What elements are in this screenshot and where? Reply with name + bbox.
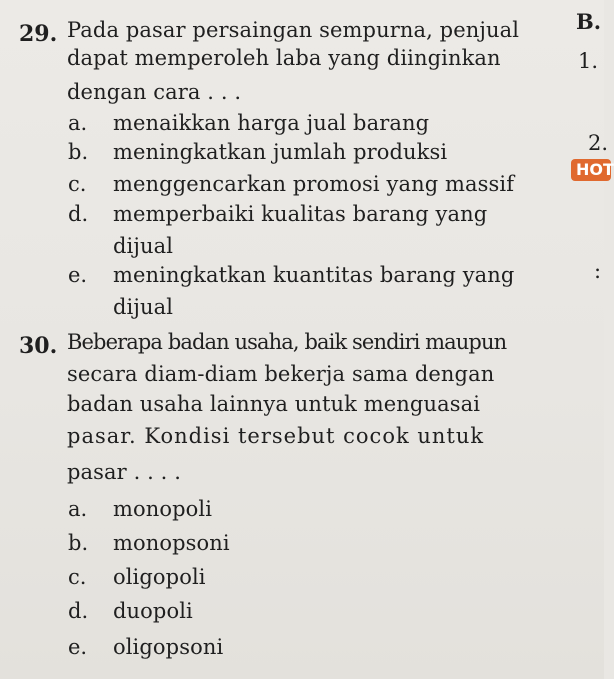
question-29-text-line-2: dapat memperoleh laba yang diinginkan xyxy=(67,46,501,70)
question-30-text-line-3: badan usaha lainnya untuk menguasai xyxy=(67,392,481,416)
q29-option-c-letter: c. xyxy=(68,172,87,196)
hots-badge: HOT xyxy=(571,159,611,181)
question-29-text-line-1: Pada pasar persaingan sempurna, penjual xyxy=(67,18,520,42)
q30-option-b-letter: b. xyxy=(68,531,89,555)
question-30-text-line-5: pasar . . . . xyxy=(67,460,182,484)
q30-option-a-text: monopoli xyxy=(113,497,213,521)
q29-option-e-letter: e. xyxy=(68,263,88,287)
q29-option-c-text: menggencarkan promosi yang massif xyxy=(113,172,515,196)
q30-option-c-letter: c. xyxy=(68,565,87,589)
q29-option-b-letter: b. xyxy=(68,140,89,164)
q29-option-d-text-line-1: memperbaiki kualitas barang yang xyxy=(113,202,488,226)
right-column-item-1: 1. xyxy=(578,49,599,73)
question-30-text-line-1: Beberapa badan usaha, baik sendiri maupun xyxy=(67,330,507,354)
question-29-number: 29. xyxy=(19,21,58,47)
q29-option-d-text-line-2: dijual xyxy=(113,234,174,258)
q30-option-a-letter: a. xyxy=(68,497,88,521)
question-30-number: 30. xyxy=(19,333,58,359)
q29-option-b-text: meningkatkan jumlah produksi xyxy=(113,140,448,164)
question-30-text-line-2: secara diam-diam bekerja sama dengan xyxy=(67,362,495,386)
question-30-text-line-4: pasar. Kondisi tersebut cocok untuk xyxy=(67,424,485,448)
q30-option-d-letter: d. xyxy=(68,599,89,623)
section-b-label: B. xyxy=(576,9,602,34)
question-29-text-line-3: dengan cara . . . xyxy=(67,80,242,104)
q30-option-e-text: oligopsoni xyxy=(113,635,224,659)
q29-option-e-text-line-2: dijual xyxy=(113,295,174,319)
right-column-fragment: : xyxy=(594,259,602,283)
q29-option-d-letter: d. xyxy=(68,202,89,226)
q29-option-a-text: menaikkan harga jual barang xyxy=(113,111,430,135)
q29-option-a-letter: a. xyxy=(68,111,88,135)
q30-option-e-letter: e. xyxy=(68,635,88,659)
q30-option-b-text: monopsoni xyxy=(113,531,230,555)
q29-option-e-text-line-1: meningkatkan kuantitas barang yang xyxy=(113,263,515,287)
q30-option-c-text: oligopoli xyxy=(113,565,206,589)
right-column-item-2: 2. xyxy=(588,131,609,155)
q30-option-d-text: duopoli xyxy=(113,599,193,623)
